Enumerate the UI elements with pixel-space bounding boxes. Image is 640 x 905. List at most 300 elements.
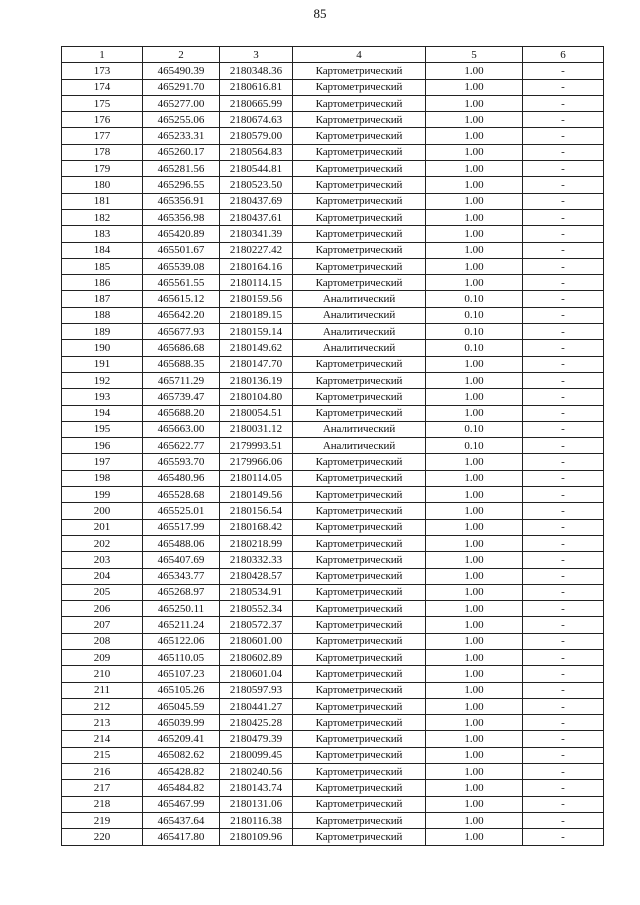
- accuracy-cell: 1.00: [426, 177, 523, 193]
- note-cell: -: [523, 242, 604, 258]
- x-coordinate-cell: 465428.82: [143, 764, 220, 780]
- note-cell: -: [523, 63, 604, 79]
- x-coordinate-cell: 465539.08: [143, 258, 220, 274]
- method-cell: Картометрический: [293, 780, 426, 796]
- table-row: [62, 780, 604, 796]
- note-cell: -: [523, 601, 604, 617]
- point-number-cell: 173: [62, 63, 143, 79]
- accuracy-cell: 1.00: [426, 649, 523, 665]
- table-row: [62, 682, 604, 698]
- point-number-cell: 195: [62, 421, 143, 437]
- point-number-cell: 175: [62, 95, 143, 111]
- accuracy-cell: 1.00: [426, 275, 523, 291]
- accuracy-cell: 1.00: [426, 454, 523, 470]
- note-cell: -: [523, 633, 604, 649]
- accuracy-cell: 0.10: [426, 307, 523, 323]
- y-coordinate-cell: 2180348.36: [220, 63, 293, 79]
- table-row: [62, 209, 604, 225]
- y-coordinate-cell: 2180159.56: [220, 291, 293, 307]
- note-cell: -: [523, 503, 604, 519]
- y-coordinate-cell: 2180602.89: [220, 649, 293, 665]
- table-row: [62, 389, 604, 405]
- x-coordinate-cell: 465488.06: [143, 535, 220, 551]
- column-header-6: 6: [523, 47, 604, 63]
- x-coordinate-cell: 465105.26: [143, 682, 220, 698]
- y-coordinate-cell: 2180131.06: [220, 796, 293, 812]
- y-coordinate-cell: 2180579.00: [220, 128, 293, 144]
- y-coordinate-cell: 2180523.50: [220, 177, 293, 193]
- x-coordinate-cell: 465233.31: [143, 128, 220, 144]
- note-cell: -: [523, 340, 604, 356]
- accuracy-cell: 1.00: [426, 731, 523, 747]
- point-number-cell: 206: [62, 601, 143, 617]
- accuracy-cell: 1.00: [426, 568, 523, 584]
- x-coordinate-cell: 465593.70: [143, 454, 220, 470]
- table-header-row: [62, 47, 604, 63]
- note-cell: -: [523, 275, 604, 291]
- point-number-cell: 187: [62, 291, 143, 307]
- point-number-cell: 183: [62, 226, 143, 242]
- method-cell: Картометрический: [293, 144, 426, 160]
- x-coordinate-cell: 465561.55: [143, 275, 220, 291]
- table-row: [62, 226, 604, 242]
- note-cell: -: [523, 454, 604, 470]
- accuracy-cell: 1.00: [426, 633, 523, 649]
- table-row: [62, 812, 604, 828]
- y-coordinate-cell: 2180114.15: [220, 275, 293, 291]
- column-header-5: 5: [426, 47, 523, 63]
- table-row: [62, 649, 604, 665]
- method-cell: Картометрический: [293, 731, 426, 747]
- x-coordinate-cell: 465039.99: [143, 715, 220, 731]
- y-coordinate-cell: 2180114.05: [220, 470, 293, 486]
- x-coordinate-cell: 465122.06: [143, 633, 220, 649]
- note-cell: -: [523, 193, 604, 209]
- method-cell: Картометрический: [293, 503, 426, 519]
- point-number-cell: 209: [62, 649, 143, 665]
- table-row: [62, 356, 604, 372]
- table-row: [62, 95, 604, 111]
- page-number: 85: [313, 6, 327, 21]
- x-coordinate-cell: 465356.98: [143, 209, 220, 225]
- table-row: [62, 698, 604, 714]
- accuracy-cell: 1.00: [426, 209, 523, 225]
- point-number-cell: 184: [62, 242, 143, 258]
- point-number-cell: 181: [62, 193, 143, 209]
- point-number-cell: 186: [62, 275, 143, 291]
- table-row: [62, 144, 604, 160]
- y-coordinate-cell: 2180159.14: [220, 324, 293, 340]
- table-row: [62, 307, 604, 323]
- table-row: [62, 747, 604, 763]
- point-number-cell: 207: [62, 617, 143, 633]
- point-number-cell: 196: [62, 438, 143, 454]
- note-cell: -: [523, 356, 604, 372]
- note-cell: -: [523, 209, 604, 225]
- table-row: [62, 112, 604, 128]
- method-cell: Аналитический: [293, 340, 426, 356]
- x-coordinate-cell: 465525.01: [143, 503, 220, 519]
- table-row: [62, 633, 604, 649]
- x-coordinate-cell: 465467.99: [143, 796, 220, 812]
- x-coordinate-cell: 465480.96: [143, 470, 220, 486]
- table-row: [62, 666, 604, 682]
- table-row: [62, 79, 604, 95]
- method-cell: Картометрический: [293, 552, 426, 568]
- method-cell: Картометрический: [293, 698, 426, 714]
- method-cell: Картометрический: [293, 161, 426, 177]
- note-cell: -: [523, 666, 604, 682]
- point-number-cell: 201: [62, 519, 143, 535]
- point-number-cell: 194: [62, 405, 143, 421]
- accuracy-cell: 1.00: [426, 829, 523, 845]
- table-row: [62, 487, 604, 503]
- point-number-cell: 191: [62, 356, 143, 372]
- accuracy-cell: 0.10: [426, 340, 523, 356]
- method-cell: Аналитический: [293, 421, 426, 437]
- y-coordinate-cell: 2180116.38: [220, 812, 293, 828]
- accuracy-cell: 1.00: [426, 389, 523, 405]
- method-cell: Картометрический: [293, 356, 426, 372]
- x-coordinate-cell: 465268.97: [143, 584, 220, 600]
- method-cell: Картометрический: [293, 747, 426, 763]
- method-cell: Картометрический: [293, 487, 426, 503]
- table-row: [62, 601, 604, 617]
- accuracy-cell: 1.00: [426, 747, 523, 763]
- table-row: [62, 161, 604, 177]
- y-coordinate-cell: 2180240.56: [220, 764, 293, 780]
- point-number-cell: 178: [62, 144, 143, 160]
- accuracy-cell: 1.00: [426, 372, 523, 388]
- accuracy-cell: 1.00: [426, 470, 523, 486]
- y-coordinate-cell: 2180597.93: [220, 682, 293, 698]
- table-row: [62, 470, 604, 486]
- x-coordinate-cell: 465277.00: [143, 95, 220, 111]
- table-row: [62, 552, 604, 568]
- method-cell: Картометрический: [293, 666, 426, 682]
- y-coordinate-cell: 2180149.56: [220, 487, 293, 503]
- point-number-cell: 180: [62, 177, 143, 193]
- x-coordinate-cell: 465209.41: [143, 731, 220, 747]
- method-cell: Картометрический: [293, 796, 426, 812]
- table-row: [62, 731, 604, 747]
- method-cell: Картометрический: [293, 829, 426, 845]
- note-cell: -: [523, 144, 604, 160]
- method-cell: Картометрический: [293, 535, 426, 551]
- point-number-cell: 214: [62, 731, 143, 747]
- accuracy-cell: 1.00: [426, 128, 523, 144]
- note-cell: -: [523, 829, 604, 845]
- y-coordinate-cell: 2180428.57: [220, 568, 293, 584]
- method-cell: Аналитический: [293, 324, 426, 340]
- method-cell: Картометрический: [293, 128, 426, 144]
- point-number-cell: 212: [62, 698, 143, 714]
- y-coordinate-cell: 2180534.91: [220, 584, 293, 600]
- y-coordinate-cell: 2180572.37: [220, 617, 293, 633]
- method-cell: Картометрический: [293, 258, 426, 274]
- accuracy-cell: 1.00: [426, 519, 523, 535]
- x-coordinate-cell: 465296.55: [143, 177, 220, 193]
- note-cell: -: [523, 324, 604, 340]
- table-row: [62, 454, 604, 470]
- note-cell: -: [523, 177, 604, 193]
- table-row: [62, 128, 604, 144]
- note-cell: -: [523, 112, 604, 128]
- note-cell: -: [523, 715, 604, 731]
- note-cell: -: [523, 307, 604, 323]
- table-row: [62, 503, 604, 519]
- accuracy-cell: 1.00: [426, 112, 523, 128]
- table-row: [62, 275, 604, 291]
- y-coordinate-cell: 2180031.12: [220, 421, 293, 437]
- point-number-cell: 189: [62, 324, 143, 340]
- table-row: [62, 340, 604, 356]
- note-cell: -: [523, 698, 604, 714]
- y-coordinate-cell: 2180109.96: [220, 829, 293, 845]
- x-coordinate-cell: 465528.68: [143, 487, 220, 503]
- point-number-cell: 215: [62, 747, 143, 763]
- y-coordinate-cell: 2180479.39: [220, 731, 293, 747]
- y-coordinate-cell: 2180164.16: [220, 258, 293, 274]
- note-cell: -: [523, 649, 604, 665]
- accuracy-cell: 1.00: [426, 79, 523, 95]
- y-coordinate-cell: 2180441.27: [220, 698, 293, 714]
- x-coordinate-cell: 465260.17: [143, 144, 220, 160]
- table-row: [62, 291, 604, 307]
- table-row: [62, 372, 604, 388]
- method-cell: Картометрический: [293, 209, 426, 225]
- accuracy-cell: 1.00: [426, 796, 523, 812]
- method-cell: Картометрический: [293, 682, 426, 698]
- accuracy-cell: 1.00: [426, 226, 523, 242]
- y-coordinate-cell: 2180147.70: [220, 356, 293, 372]
- table-row: [62, 177, 604, 193]
- method-cell: Картометрический: [293, 95, 426, 111]
- note-cell: -: [523, 95, 604, 111]
- table-row: [62, 829, 604, 845]
- table-row: [62, 63, 604, 79]
- x-coordinate-cell: 465484.82: [143, 780, 220, 796]
- point-number-cell: 205: [62, 584, 143, 600]
- method-cell: Картометрический: [293, 177, 426, 193]
- accuracy-cell: 1.00: [426, 144, 523, 160]
- point-number-cell: 200: [62, 503, 143, 519]
- point-number-cell: 199: [62, 487, 143, 503]
- x-coordinate-cell: 465417.80: [143, 829, 220, 845]
- table-row: [62, 715, 604, 731]
- note-cell: -: [523, 128, 604, 144]
- accuracy-cell: 1.00: [426, 161, 523, 177]
- x-coordinate-cell: 465688.20: [143, 405, 220, 421]
- point-number-cell: 190: [62, 340, 143, 356]
- y-coordinate-cell: 2180143.74: [220, 780, 293, 796]
- method-cell: Картометрический: [293, 372, 426, 388]
- point-number-cell: 202: [62, 535, 143, 551]
- y-coordinate-cell: 2180332.33: [220, 552, 293, 568]
- note-cell: -: [523, 470, 604, 486]
- y-coordinate-cell: 2180227.42: [220, 242, 293, 258]
- accuracy-cell: 1.00: [426, 193, 523, 209]
- x-coordinate-cell: 465517.99: [143, 519, 220, 535]
- x-coordinate-cell: 465677.93: [143, 324, 220, 340]
- accuracy-cell: 1.00: [426, 356, 523, 372]
- method-cell: Картометрический: [293, 617, 426, 633]
- note-cell: -: [523, 438, 604, 454]
- point-number-cell: 204: [62, 568, 143, 584]
- note-cell: -: [523, 421, 604, 437]
- method-cell: Картометрический: [293, 470, 426, 486]
- accuracy-cell: 1.00: [426, 682, 523, 698]
- x-coordinate-cell: 465663.00: [143, 421, 220, 437]
- note-cell: -: [523, 535, 604, 551]
- table-row: [62, 193, 604, 209]
- note-cell: -: [523, 226, 604, 242]
- column-header-4: 4: [293, 47, 426, 63]
- accuracy-cell: 1.00: [426, 242, 523, 258]
- accuracy-cell: 1.00: [426, 601, 523, 617]
- table-row: [62, 764, 604, 780]
- accuracy-cell: 1.00: [426, 666, 523, 682]
- y-coordinate-cell: 2180544.81: [220, 161, 293, 177]
- accuracy-cell: 0.10: [426, 438, 523, 454]
- note-cell: -: [523, 682, 604, 698]
- accuracy-cell: 1.00: [426, 95, 523, 111]
- point-number-cell: 217: [62, 780, 143, 796]
- note-cell: -: [523, 796, 604, 812]
- method-cell: Картометрический: [293, 389, 426, 405]
- point-number-cell: 219: [62, 812, 143, 828]
- accuracy-cell: 1.00: [426, 535, 523, 551]
- accuracy-cell: 1.00: [426, 617, 523, 633]
- point-number-cell: 218: [62, 796, 143, 812]
- table-row: [62, 242, 604, 258]
- table-row: [62, 438, 604, 454]
- table-body: [62, 63, 604, 845]
- x-coordinate-cell: 465211.24: [143, 617, 220, 633]
- point-number-cell: 193: [62, 389, 143, 405]
- note-cell: -: [523, 812, 604, 828]
- table-row: [62, 568, 604, 584]
- y-coordinate-cell: 2179993.51: [220, 438, 293, 454]
- y-coordinate-cell: 2180104.80: [220, 389, 293, 405]
- x-coordinate-cell: 465622.77: [143, 438, 220, 454]
- point-number-cell: 208: [62, 633, 143, 649]
- note-cell: -: [523, 731, 604, 747]
- x-coordinate-cell: 465420.89: [143, 226, 220, 242]
- point-number-cell: 179: [62, 161, 143, 177]
- accuracy-cell: 1.00: [426, 715, 523, 731]
- x-coordinate-cell: 465407.69: [143, 552, 220, 568]
- accuracy-cell: 1.00: [426, 63, 523, 79]
- accuracy-cell: 1.00: [426, 258, 523, 274]
- point-number-cell: 174: [62, 79, 143, 95]
- point-number-cell: 192: [62, 372, 143, 388]
- point-number-cell: 203: [62, 552, 143, 568]
- y-coordinate-cell: 2180674.63: [220, 112, 293, 128]
- note-cell: -: [523, 79, 604, 95]
- accuracy-cell: 0.10: [426, 421, 523, 437]
- point-number-cell: 197: [62, 454, 143, 470]
- x-coordinate-cell: 465615.12: [143, 291, 220, 307]
- note-cell: -: [523, 487, 604, 503]
- y-coordinate-cell: 2180149.62: [220, 340, 293, 356]
- method-cell: Картометрический: [293, 568, 426, 584]
- method-cell: Картометрический: [293, 764, 426, 780]
- x-coordinate-cell: 465739.47: [143, 389, 220, 405]
- point-number-cell: 213: [62, 715, 143, 731]
- x-coordinate-cell: 465250.11: [143, 601, 220, 617]
- table-row: [62, 796, 604, 812]
- method-cell: Картометрический: [293, 715, 426, 731]
- x-coordinate-cell: 465688.35: [143, 356, 220, 372]
- method-cell: Картометрический: [293, 275, 426, 291]
- column-header-3: 3: [220, 47, 293, 63]
- accuracy-cell: 0.10: [426, 324, 523, 340]
- point-number-cell: 198: [62, 470, 143, 486]
- y-coordinate-cell: 2180601.00: [220, 633, 293, 649]
- method-cell: Аналитический: [293, 438, 426, 454]
- method-cell: Картометрический: [293, 79, 426, 95]
- point-number-cell: 188: [62, 307, 143, 323]
- x-coordinate-cell: 465490.39: [143, 63, 220, 79]
- point-number-cell: 182: [62, 209, 143, 225]
- y-coordinate-cell: 2180189.15: [220, 307, 293, 323]
- y-coordinate-cell: 2180156.54: [220, 503, 293, 519]
- note-cell: -: [523, 372, 604, 388]
- note-cell: -: [523, 291, 604, 307]
- x-coordinate-cell: 465045.59: [143, 698, 220, 714]
- note-cell: -: [523, 519, 604, 535]
- accuracy-cell: 1.00: [426, 487, 523, 503]
- method-cell: Картометрический: [293, 242, 426, 258]
- table-row: [62, 519, 604, 535]
- x-coordinate-cell: 465107.23: [143, 666, 220, 682]
- x-coordinate-cell: 465437.64: [143, 812, 220, 828]
- y-coordinate-cell: 2180437.69: [220, 193, 293, 209]
- method-cell: Картометрический: [293, 193, 426, 209]
- accuracy-cell: 1.00: [426, 584, 523, 600]
- x-coordinate-cell: 465686.68: [143, 340, 220, 356]
- y-coordinate-cell: 2180616.81: [220, 79, 293, 95]
- table-row: [62, 535, 604, 551]
- method-cell: Аналитический: [293, 307, 426, 323]
- note-cell: -: [523, 552, 604, 568]
- table-row: [62, 258, 604, 274]
- point-number-cell: 185: [62, 258, 143, 274]
- column-header-2: 2: [143, 47, 220, 63]
- y-coordinate-cell: 2180218.99: [220, 535, 293, 551]
- point-number-cell: 220: [62, 829, 143, 845]
- y-coordinate-cell: 2179966.06: [220, 454, 293, 470]
- accuracy-cell: 1.00: [426, 764, 523, 780]
- method-cell: Картометрический: [293, 226, 426, 242]
- note-cell: -: [523, 780, 604, 796]
- x-coordinate-cell: 465343.77: [143, 568, 220, 584]
- note-cell: -: [523, 568, 604, 584]
- point-number-cell: 177: [62, 128, 143, 144]
- x-coordinate-cell: 465356.91: [143, 193, 220, 209]
- method-cell: Картометрический: [293, 633, 426, 649]
- coordinates-table: [61, 46, 604, 846]
- table-row: [62, 324, 604, 340]
- y-coordinate-cell: 2180564.83: [220, 144, 293, 160]
- accuracy-cell: 1.00: [426, 552, 523, 568]
- note-cell: -: [523, 389, 604, 405]
- y-coordinate-cell: 2180665.99: [220, 95, 293, 111]
- y-coordinate-cell: 2180425.28: [220, 715, 293, 731]
- x-coordinate-cell: 465110.05: [143, 649, 220, 665]
- accuracy-cell: 0.10: [426, 291, 523, 307]
